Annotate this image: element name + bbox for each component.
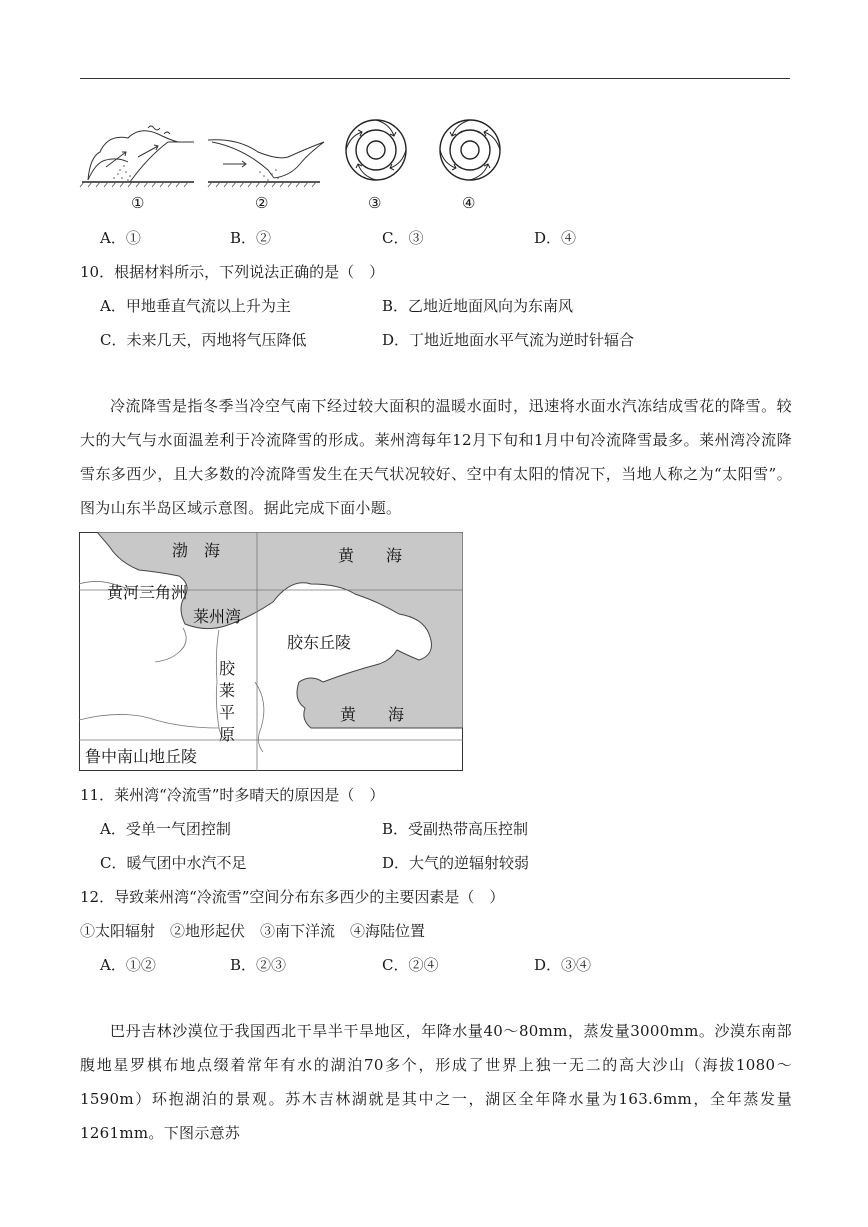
q10-option-b[interactable]: B．乙地近地面风向为东南风 [382, 297, 574, 315]
pressure-system-3 [346, 120, 406, 180]
front-diagram-2 [208, 140, 324, 187]
q11-option-c[interactable]: C．暖气团中水汽不足 [100, 854, 247, 872]
q9-option-b[interactable]: B．② [230, 229, 272, 247]
q12-option-b[interactable]: B．②③ [230, 956, 287, 974]
q11-option-a[interactable]: A．受单一气团控制 [100, 820, 231, 838]
map-label-huanghai-south: 黄 海 [340, 705, 405, 724]
map-label-jiaodong-hills: 胶东丘陵 [287, 633, 352, 652]
q12-stem: 12．导致莱州湾“冷流雪”空间分布东多西少的主要因素是（ ） [80, 888, 505, 906]
q10-option-d[interactable]: D．丁地近地面水平气流为逆时针辐合 [382, 331, 635, 349]
map-label-laizhou-bay: 莱州湾 [193, 607, 242, 626]
map-label-huanghai-north: 黄 海 [338, 546, 403, 565]
q11-stem: 11．莱州湾“冷流雪”时多晴天的原因是（ ） [80, 786, 385, 804]
figure-label-2: ② [255, 194, 269, 212]
map-label-jiaolai-4: 原 [219, 725, 236, 744]
passage-badain-jaran: 巴丹吉林沙漠位于我国西北干旱半干旱地区，年降水量40～80mm，蒸发量3000mm。沙漠东南部腹地星罗棋布地点缀着常年有水的湖泊70多个，形成了世界上独一无二的高大沙山（海拔1080～1590m）环抱湖泊的景观。苏木吉林湖就是其中之一，湖区全年降水量为163.6mm，全年蒸发量1261mm。下图示意苏 [80, 1022, 792, 1142]
figure-strip [78, 112, 528, 202]
q12-items: ①太阳辐射 ②地形起伏 ③南下洋流 ④海陆位置 [80, 922, 426, 940]
passage-cold-snow: 冷流降雪是指冬季当冷空气南下经过较大面积的温暖水面时，迅速将水面水汽冻结成雪花的降雪。较大的大气与水面温差利于冷流降雪的形成。莱州湾每年12月下旬和1月中旬冷流降雪最多。莱州湾冷流降雪东多西少，且大多数的冷流降雪发生在天气状况较好、空中有太阳的情况下，当地人称之为“太阳雪”。图为山东半岛区域示意图。据此完成下面小题。 [80, 397, 792, 517]
map-label-luzhongnan: 鲁中南山地丘陵 [85, 747, 198, 766]
q10-stem: 10．根据材料所示，下列说法正确的是（ ） [80, 263, 385, 281]
map-label-jiaolai-2: 莱 [219, 681, 236, 700]
figure-label-4: ④ [462, 194, 476, 212]
q10-option-c[interactable]: C．未来几天，丙地将气压降低 [100, 331, 307, 349]
q9-option-d[interactable]: D．④ [534, 229, 577, 247]
front-diagram-1 [80, 126, 194, 187]
q9-option-c[interactable]: C．③ [382, 229, 424, 247]
figure-label-3: ③ [368, 194, 382, 212]
q12-option-a[interactable]: A．①② [100, 956, 156, 974]
map-label-jiaolai-1: 胶 [219, 659, 236, 678]
map-label-bohai: 渤 海 [172, 541, 221, 560]
q12-option-d[interactable]: D．③④ [534, 956, 592, 974]
map-label-jiaolai-3: 平 [219, 703, 236, 722]
figure-label-1: ① [131, 194, 145, 212]
q11-option-d[interactable]: D．大气的逆辐射较弱 [382, 854, 530, 872]
q10-option-a[interactable]: A．甲地垂直气流以上升为主 [100, 297, 291, 315]
header-rule [80, 78, 790, 79]
q11-option-b[interactable]: B．受副热带高压控制 [382, 820, 529, 838]
pressure-system-4 [440, 120, 500, 180]
q9-option-a[interactable]: A．① [100, 229, 141, 247]
shandong-map [79, 532, 463, 771]
q12-option-c[interactable]: C．②④ [382, 956, 439, 974]
map-label-yellow-river-delta: 黄河三角洲 [107, 583, 188, 602]
